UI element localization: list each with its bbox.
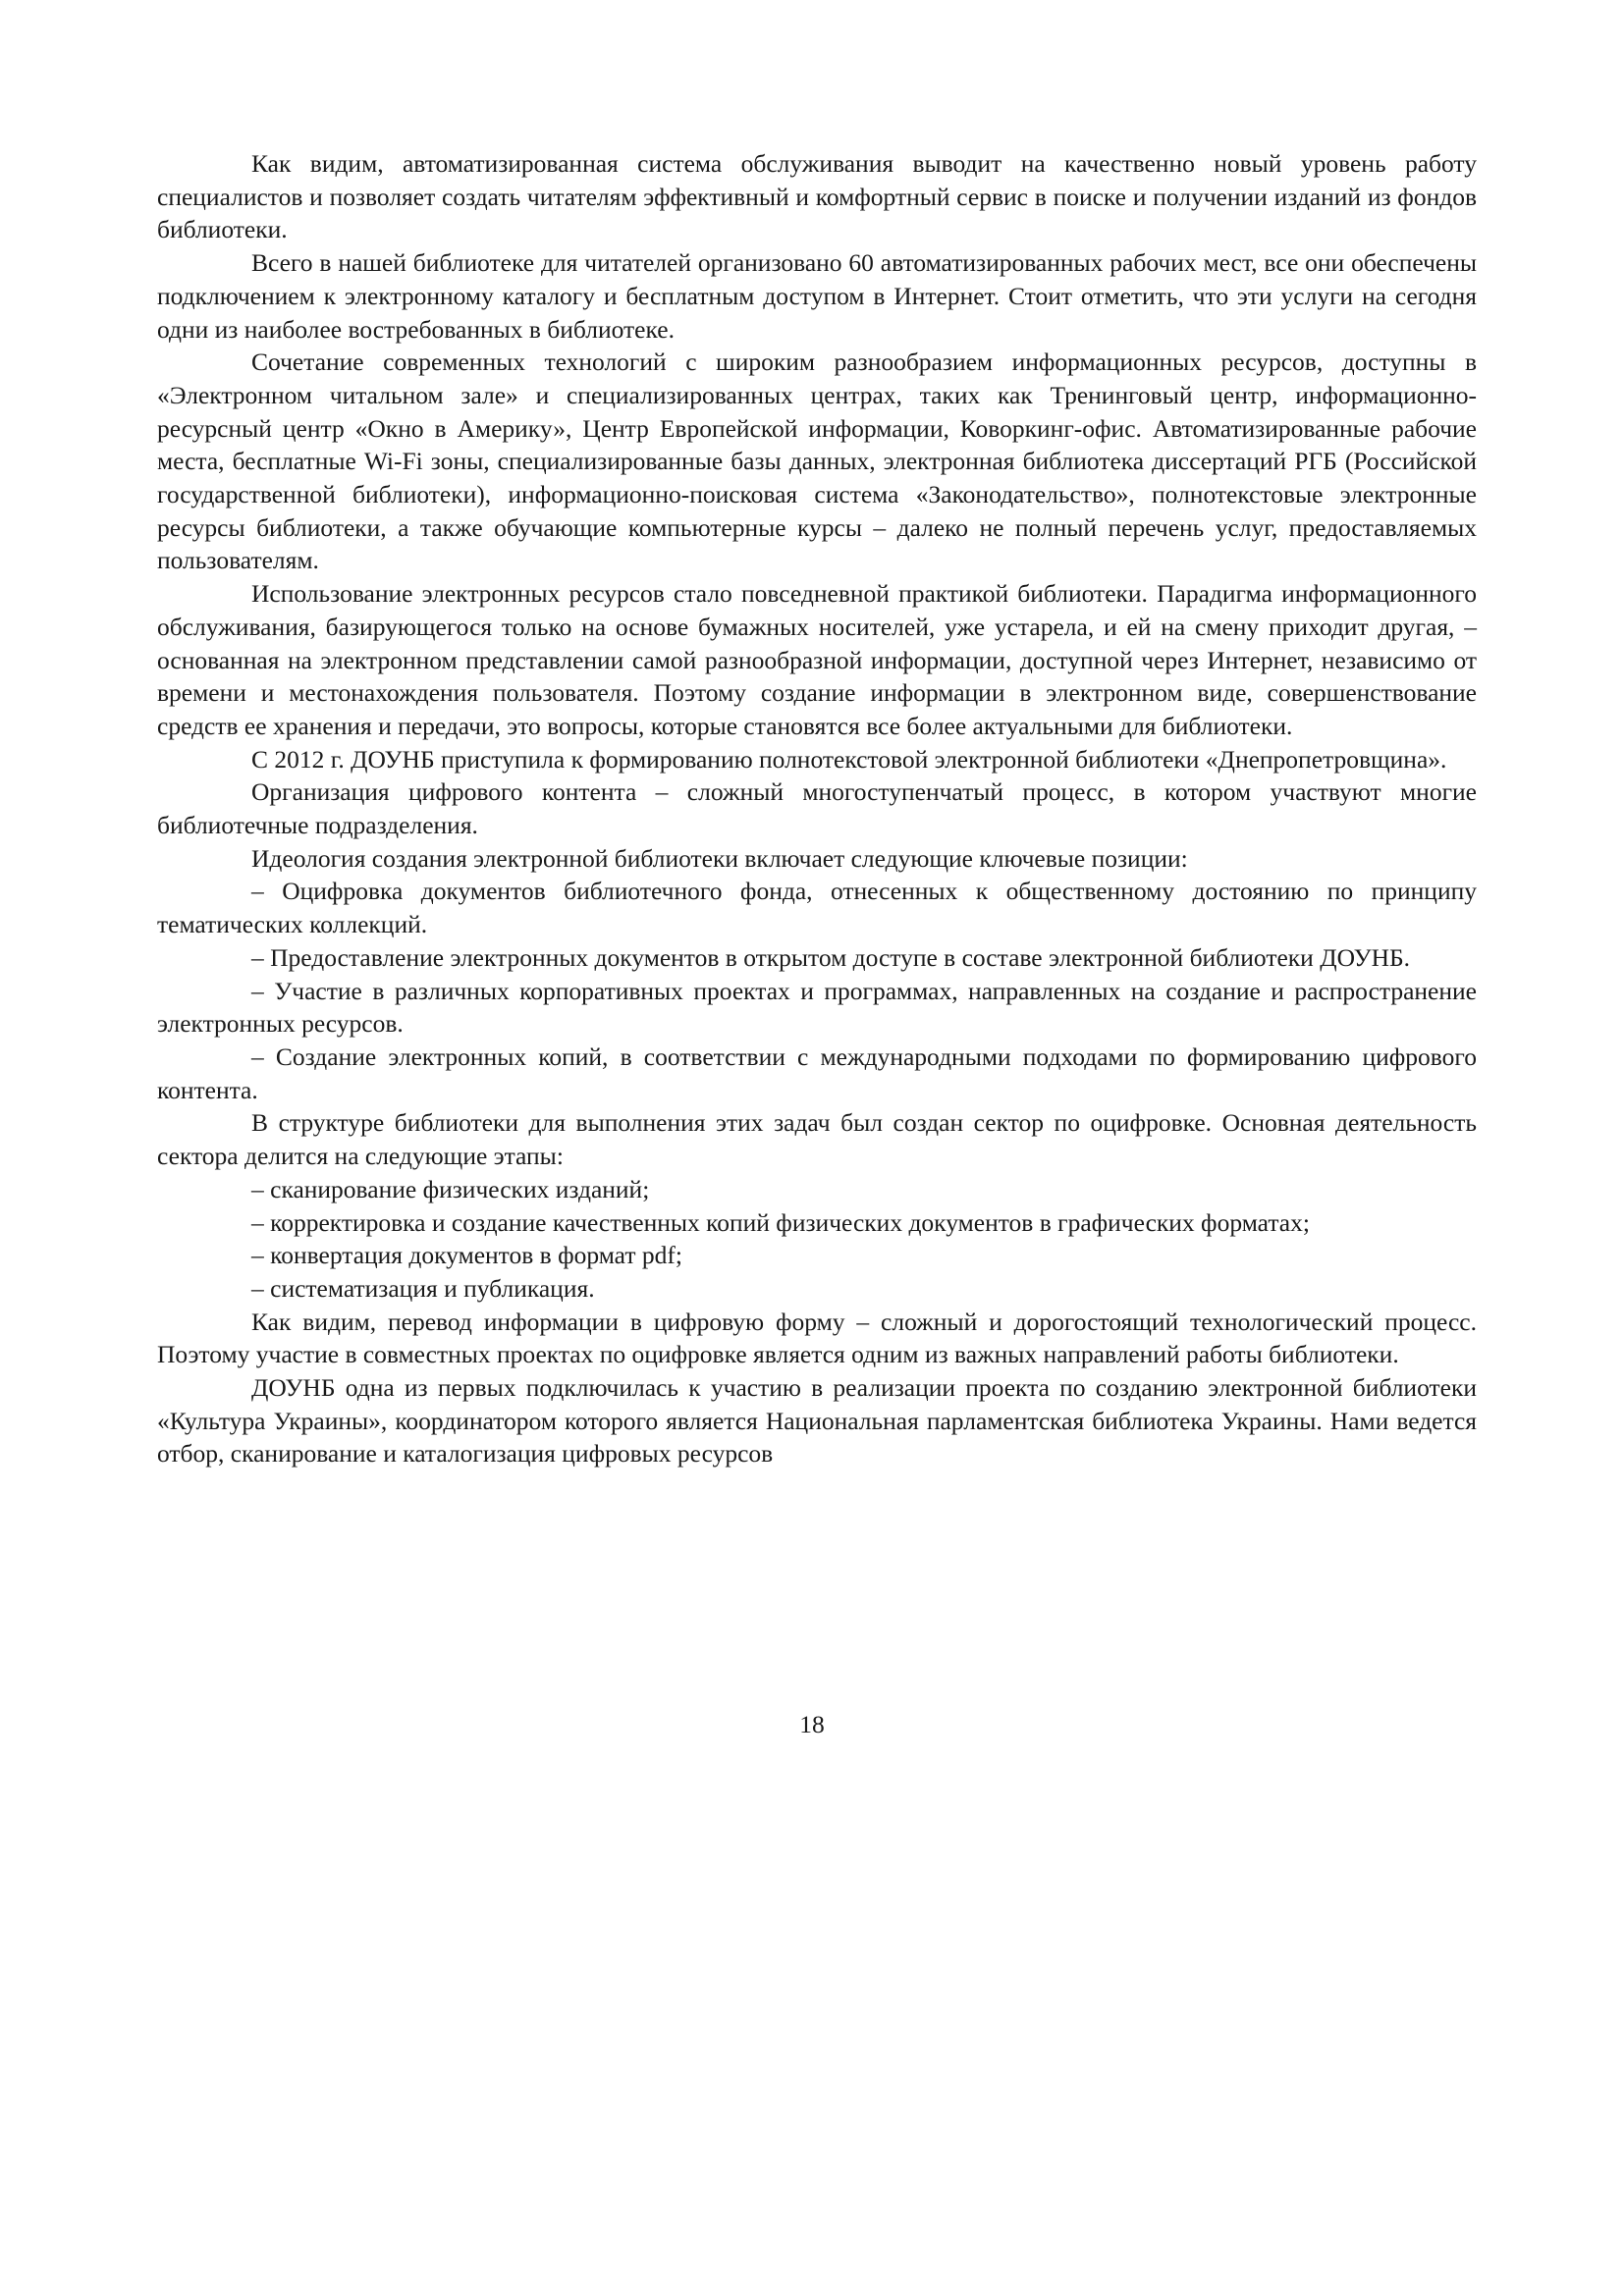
list-item: – корректировка и создание качественных копий физических документов в графических форматах;: [251, 1207, 1310, 1237]
list-item: – сканирование физических изданий;: [251, 1174, 650, 1203]
body-text: [157, 147, 1477, 1470]
paragraph: ДОУНБ одна из первых подключилась к участию в реализации проекта по созданию электронной библиотеки «Культура Украины», координатором которого является Национальная парламентская библиотека Украины. Нами ведется отбор, сканирование и каталогизация цифровых ресурсов: [157, 1373, 1477, 1468]
paragraph: Использование электронных ресурсов стало повседневной практикой библиотеки. Парадигма информационного обслуживания, базирующегося только на основе бумажных носителей, уже устарела, и ей на смену приходит другая, – основанная на электронном представлении самой разнообразной информации, доступной через Интернет, независимо от времени и местонахождения пользователя. Поэтому создание информации в электронном виде, совершенствование средств ее хранения и передачи, это вопросы, которые становятся все более актуальными для библиотеки.: [157, 579, 1477, 740]
paragraph: Всего в нашей библиотеке для читателей организовано 60 автоматизированных рабочих мест, все они обеспечены подключением к электронному каталогу и бесплатным доступом в Интернет. Стоит отметить, что эти услуги на сегодня одни из наиболее востребованных в библиотеке.: [157, 248, 1477, 344]
paragraph: С 2012 г. ДОУНБ приступила к формированию полнотекстовой электронной библиотеки «Днепропетровщина».: [251, 744, 1447, 774]
paragraph: Как видим, перевод информации в цифровую форму – сложный и дорогостоящий технологический процесс. Поэтому участие в совместных проектах по оцифровке является одним из важных направлений работы библиотеки.: [157, 1307, 1477, 1369]
list-item: – конвертация документов в формат pdf;: [251, 1241, 682, 1270]
paragraph: В структуре библиотеки для выполнения этих задач был создан сектор по оцифровке. Основная деятельность сектора делится на следующие этапы:: [157, 1108, 1477, 1171]
list-item: – систематизация и публикация.: [251, 1273, 595, 1303]
list-item: – Предоставление электронных документов в открытом доступе в составе электронной библиотеки ДОУНБ.: [251, 942, 1411, 972]
page-number: 18: [799, 1710, 825, 1738]
paragraph: Сочетание современных технологий с широким разнообразием информационных ресурсов, доступны в «Электронном читальном зале» и специализированных центрах, таких как Тренинговый центр, информационно-ресурсный центр «Окно в Америку», Центр Европейской информации, Коворкинг-офис. Автоматизированные рабочие места, бесплатные Wi-Fi зоны, специализированные базы данных, электронная библиотека диссертаций РГБ (Российской государственной библиотеки), информационно-поисковая система «Законодательство», полнотекстовые электронные ресурсы библиотеки, а также обучающие компьютерные курсы – далеко не полный перечень услуг, предоставляемых пользователям.: [157, 347, 1477, 575]
paragraph: Организация цифрового контента – сложный многоступенчатый процесс, в котором участвуют многие библиотечные подразделения.: [157, 777, 1477, 840]
list-item: – Участие в различных корпоративных проектах и программах, направленных на создание и распространение электронных ресурсов.: [157, 976, 1477, 1039]
list-item: – Создание электронных копий, в соответствии с международными подходами по формированию цифрового контента.: [157, 1041, 1477, 1104]
list-item: – Оцифровка документов библиотечного фонда, отнесенных к общественному достоянию по принципу тематических коллекций.: [157, 877, 1477, 939]
paragraph: Как видим, автоматизированная система обслуживания выводит на качественно новый уровень работу специалистов и позволяет создать читателям эффективный и комфортный сервис в поиске и получении изданий из фондов библиотеки.: [157, 149, 1477, 244]
paragraph: Идеология создания электронной библиотеки включает следующие ключевые позиции:: [251, 843, 1188, 873]
